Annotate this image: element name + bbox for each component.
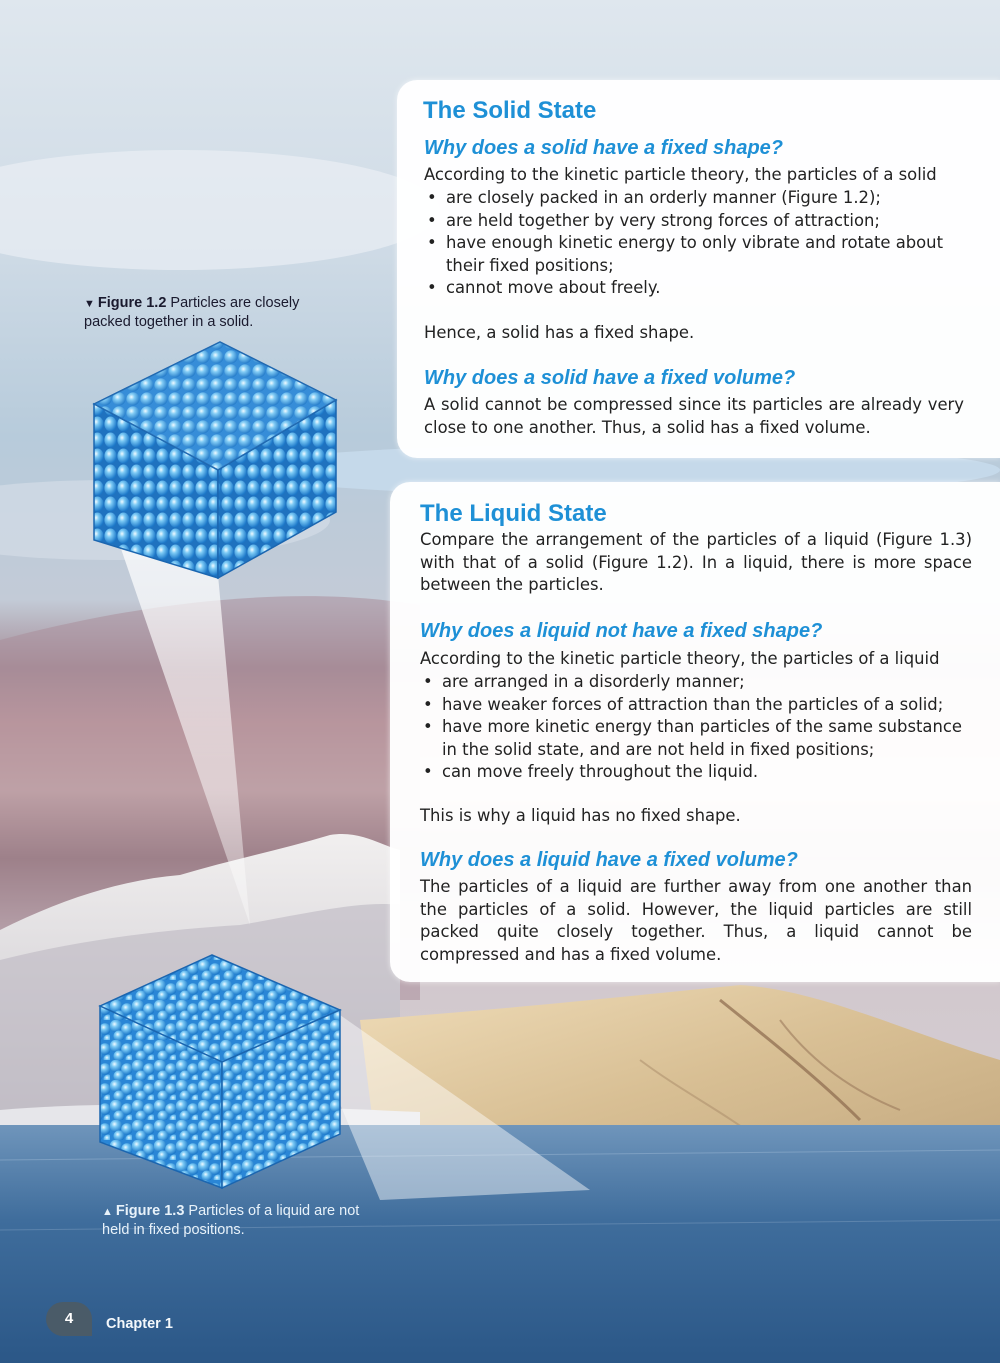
figure-1-3-caption <box>102 1202 382 1239</box>
solid-state-panel <box>397 80 1000 458</box>
up-triangle-icon: ▲ <box>102 1206 113 1218</box>
solid-shape-conclusion: Hence, a solid has a fixed shape. <box>424 323 695 342</box>
figure-1-2-text: Particles are closely packed together in a solid. <box>84 295 300 330</box>
list-item: • have enough kinetic energy to only vibrate and rotate about their fixed positions; <box>424 232 974 277</box>
list-item: • have more kinetic energy than particles of the same substance in the solid state, and are not held in fixed positions; <box>420 716 975 761</box>
figure-1-3-label: Figure 1.3 <box>115 1203 185 1219</box>
figure-1-3-text: Particles of a liquid are not held in fixed positions. <box>102 1203 360 1238</box>
liquid-volume-text: The particles of a liquid are further away from one another than the particles of a solid. However, the liquid particles are still packed quite closely together. Thus, a liquid cannot be compressed and has a fixed volume. <box>420 877 972 964</box>
list-item: • can move freely throughout the liquid. <box>420 761 975 784</box>
liquid-shape-question: Why does a liquid not have a fixed shape? <box>420 620 823 642</box>
liquid-shape-conclusion: This is why a liquid has no fixed shape. <box>420 806 741 825</box>
liquid-state-panel <box>390 482 1000 982</box>
page-number: 4 <box>46 1302 92 1336</box>
solid-shape-question: Why does a solid have a fixed shape? <box>424 137 783 159</box>
list-item: • are held together by very strong forces of attraction; <box>424 210 974 233</box>
chapter-label: Chapter 1 <box>106 1316 173 1332</box>
liquid-shape-intro: According to the kinetic particle theory, the particles of a liquid <box>420 649 940 668</box>
list-item: • are arranged in a disorderly manner; <box>420 671 975 694</box>
solid-shape-intro: According to the kinetic particle theory, the particles of a solid <box>424 165 937 184</box>
liquid-shape-bullets <box>420 671 975 784</box>
down-triangle-icon: ▼ <box>84 298 95 310</box>
list-item: • have weaker forces of attraction than the particles of a solid; <box>420 694 975 717</box>
figure-1-2-label: Figure 1.2 <box>97 295 167 311</box>
list-item: • cannot move about freely. <box>424 277 974 300</box>
liquid-intro: Compare the arrangement of the particles of a liquid (Figure 1.3) with that of a solid (Figure 1.2). In a liquid, there is more space between the particles. <box>420 530 972 595</box>
liquid-volume-question: Why does a liquid have a fixed volume? <box>420 849 798 871</box>
list-item: • are closely packed in an orderly manner (Figure 1.2); <box>424 187 974 210</box>
liquid-state-title: The Liquid State <box>420 500 607 527</box>
solid-shape-bullets <box>424 187 974 300</box>
figure-1-2-caption <box>84 294 344 331</box>
solid-state-title: The Solid State <box>423 97 597 124</box>
solid-volume-question: Why does a solid have a fixed volume? <box>424 367 796 389</box>
solid-volume-text: A solid cannot be compressed since its particles are already very close to one another. Thus, a solid has a fixed volume. <box>424 395 964 437</box>
